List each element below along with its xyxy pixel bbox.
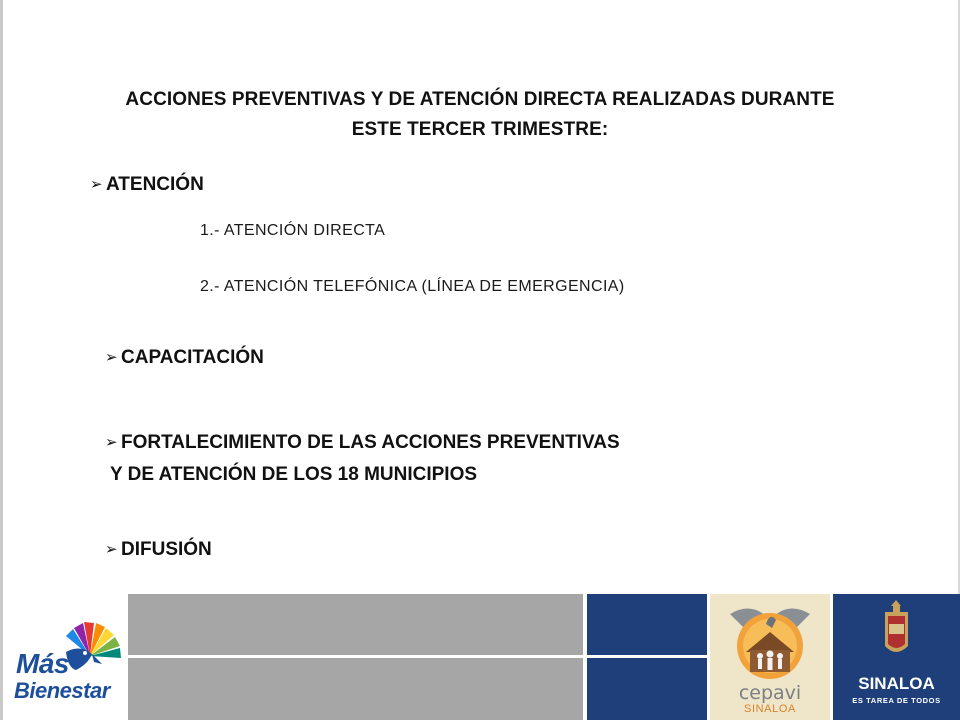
mas-bienestar-word-2: Bienestar — [14, 678, 110, 703]
atencion-item-directa: 1.- ATENCIÓN DIRECTA — [200, 222, 386, 239]
slide-title-line-2: ESTE TERCER TRIMESTRE: — [351, 119, 609, 140]
cepavi-logo — [710, 594, 830, 720]
sinaloa-logo — [833, 594, 960, 720]
slide-title-line-1: ACCIONES PREVENTIVAS Y DE ATENCIÓN DIRECTA REALIZADAS DURANTE — [125, 89, 835, 110]
section-fortalecimiento-line-1: FORTALECIMIENTO DE LAS ACCIONES PREVENTIVAS — [121, 432, 620, 453]
arrow-bullet-icon: ➢ — [105, 541, 118, 558]
mas-bienestar-word-1: Más — [16, 648, 69, 679]
arrow-bullet-icon: ➢ — [90, 176, 103, 193]
sinaloa-tagline: ES TAREA DE TODOS — [852, 696, 941, 705]
cepavi-state: SINALOA — [744, 703, 796, 715]
section-capacitacion-label: CAPACITACIÓN — [121, 347, 264, 368]
section-atencion — [90, 170, 204, 200]
footer-blue-panel-bottom — [587, 658, 707, 720]
slide-title — [60, 85, 900, 145]
footer-banner — [0, 590, 960, 720]
atencion-item-telefonica: 2.- ATENCIÓN TELEFÓNICA (LÍNEA DE EMERGENCIA) — [200, 278, 625, 295]
section-fortalecimiento-line-2-wrap — [110, 460, 477, 490]
cepavi-name: cepavi — [738, 682, 802, 704]
footer-blue-panel-top — [587, 594, 707, 655]
section-difusion — [105, 535, 212, 565]
section-capacitacion — [105, 343, 264, 373]
section-atencion-label: ATENCIÓN — [106, 174, 204, 195]
arrow-bullet-icon: ➢ — [105, 349, 118, 366]
cepavi-family-emblem-icon — [710, 594, 830, 684]
section-fortalecimiento — [105, 428, 620, 458]
footer-gray-panel-bottom — [128, 658, 583, 720]
section-fortalecimiento-line-2: Y DE ATENCIÓN DE LOS 18 MUNICIPIOS — [110, 464, 478, 485]
footer-gray-panel-top — [128, 594, 583, 655]
sinaloa-crest-icon — [833, 594, 960, 672]
mas-bienestar-logo — [10, 608, 125, 718]
arrow-bullet-icon: ➢ — [105, 434, 118, 451]
sinaloa-name: SINALOA — [858, 674, 935, 693]
section-difusion-label: DIFUSIÓN — [121, 539, 212, 560]
